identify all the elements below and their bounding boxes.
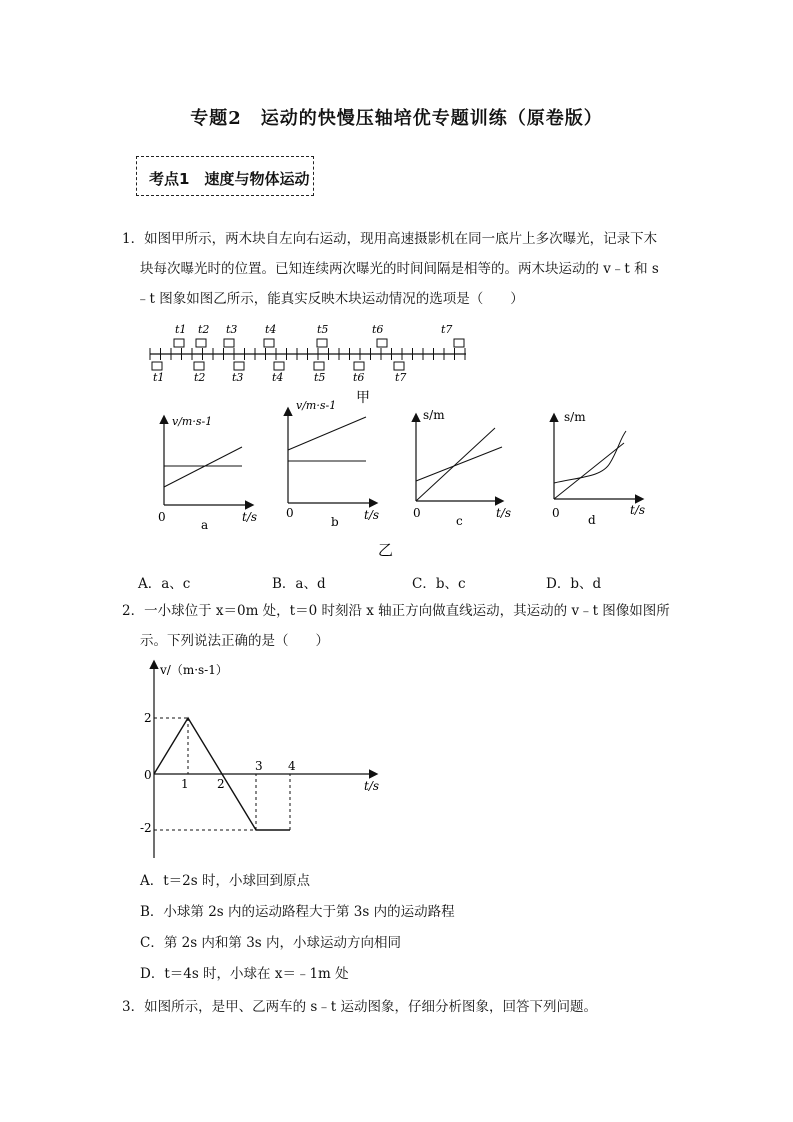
top-block-1 — [174, 339, 184, 347]
graph-a-xlabel: t/s — [242, 510, 258, 524]
graph-b-name: b — [331, 515, 339, 529]
graph-b-ylabel: v/m·s-1 — [296, 399, 337, 412]
top-label-6: t6 — [372, 323, 384, 336]
bottom-block-1 — [152, 362, 162, 370]
graph-a-name: a — [201, 518, 209, 532]
q1-text-line3: ﹣t 图象如图乙所示，能真实反映木块运动情况的选项是（ ） — [136, 291, 524, 307]
top-label-3: t3 — [226, 323, 238, 336]
top-blocks — [174, 339, 464, 347]
q2-xlabel: t/s — [364, 779, 380, 793]
bottom-label-5: t5 — [314, 371, 326, 384]
graph-b — [286, 399, 379, 529]
graph-b-rising-line — [288, 417, 366, 450]
q1-text-line1: 1．如图甲所示，两木块自左向右运动，现用高速摄影机在同一底片上多次曝光，记录下木 — [122, 231, 658, 247]
top-label-7: t7 — [441, 323, 453, 336]
bottom-block-7 — [394, 362, 404, 370]
q2-ytick-zero: 0 — [144, 768, 152, 782]
graph-a-origin: 0 — [158, 510, 166, 524]
q1-text-line2: 块每次曝光时的位置。已知连续两次曝光的时间间隔是相等的。两木块运动的 v﹣t 和 s — [140, 261, 659, 277]
graph-c-steep-line — [416, 428, 495, 501]
top-block-5 — [317, 339, 327, 347]
graph-d-origin: 0 — [552, 506, 560, 520]
graph-a-rising-line — [164, 447, 242, 487]
q2-text-line2: 示。下列说法正确的是（ ） — [140, 633, 329, 649]
q2-xtick-2: 2 — [217, 777, 225, 791]
graph-c-ylabel: s/m — [423, 408, 445, 422]
bottom-block-6 — [354, 362, 364, 370]
figure-yi-label: 乙 — [378, 541, 394, 559]
bottom-label-4: t4 — [272, 371, 284, 384]
graph-c-xlabel: t/s — [496, 506, 512, 520]
page-title: 专题2 运动的快慢压轴培优专题训练（原卷版） — [190, 108, 603, 129]
bottom-label-1: t1 — [153, 371, 165, 384]
graph-d-curve — [554, 431, 626, 483]
bottom-label-6: t6 — [353, 371, 365, 384]
graph-d-ylabel: s/m — [564, 410, 586, 424]
graph-c-shallow-line — [416, 447, 502, 481]
bottom-block-5 — [314, 362, 324, 370]
bottom-blocks — [152, 362, 404, 370]
top-label-2: t2 — [198, 323, 210, 336]
section-heading-box — [136, 156, 314, 196]
top-block-2 — [196, 339, 206, 347]
q2-xtick-4: 4 — [288, 759, 296, 773]
graph-d-name: d — [588, 513, 596, 527]
graph-a-ylabel: v/m·s-1 — [172, 415, 213, 428]
figure-jia-label: 甲 — [356, 390, 370, 406]
q2-option-a: A．t＝2s 时，小球回到原点 — [140, 873, 310, 889]
graph-d-xlabel: t/s — [630, 503, 646, 517]
q2-option-b: B．小球第 2s 内的运动路程大于第 3s 内的运动路程 — [140, 904, 455, 920]
bottom-block-4 — [274, 362, 284, 370]
q2-text-line1: 2．一小球位于 x＝0m 处，t＝0 时刻沿 x 轴正方向做直线运动，其运动的 v﹣t 图像如图所 — [122, 603, 670, 619]
top-block-3 — [224, 339, 234, 347]
q2-option-d: D．t＝4s 时，小球在 x＝﹣1m 处 — [140, 966, 349, 982]
graph-c-origin: 0 — [413, 506, 421, 520]
q3-text-line1: 3．如图所示，是甲、乙两车的 s﹣t 运动图象，仔细分析图象，回答下列问题。 — [122, 999, 598, 1015]
graph-a — [158, 415, 257, 532]
q2-ylabel: v/（m·s-1） — [160, 663, 228, 677]
q1-option-a: A．a、c — [138, 576, 191, 592]
bottom-block-3 — [234, 362, 244, 370]
section-heading: 考点1 速度与物体运动 — [149, 170, 310, 188]
graph-d-straight-line — [554, 443, 624, 499]
q2-vt-graph — [138, 656, 388, 861]
graph-d — [552, 410, 645, 527]
top-block-7 — [454, 339, 464, 347]
graphs-figure-yi — [140, 395, 660, 565]
q2-option-c: C．第 2s 内和第 3s 内，小球运动方向相同 — [140, 935, 402, 951]
q2-xtick-3: 3 — [255, 759, 263, 773]
graph-c — [413, 408, 511, 528]
top-label-4: t4 — [265, 323, 277, 336]
q2-ytick-neg: -2 — [140, 821, 152, 835]
q2-ytick-pos: 2 — [144, 711, 152, 725]
graph-b-xlabel: t/s — [364, 508, 380, 522]
bottom-label-3: t3 — [232, 371, 244, 384]
bottom-label-2: t2 — [194, 371, 206, 384]
q1-option-c: C．b、c — [412, 576, 466, 592]
bottom-block-2 — [194, 362, 204, 370]
bottom-label-7: t7 — [395, 371, 407, 384]
top-block-4 — [264, 339, 274, 347]
top-block-6 — [377, 339, 387, 347]
top-label-1: t1 — [175, 323, 187, 336]
q1-option-d: D．b、d — [546, 576, 602, 592]
top-label-5: t5 — [317, 323, 329, 336]
q1-option-b: B．a、d — [272, 576, 326, 592]
graph-b-origin: 0 — [286, 506, 294, 520]
graph-c-name: c — [456, 514, 463, 528]
q2-xtick-1: 1 — [181, 777, 189, 791]
